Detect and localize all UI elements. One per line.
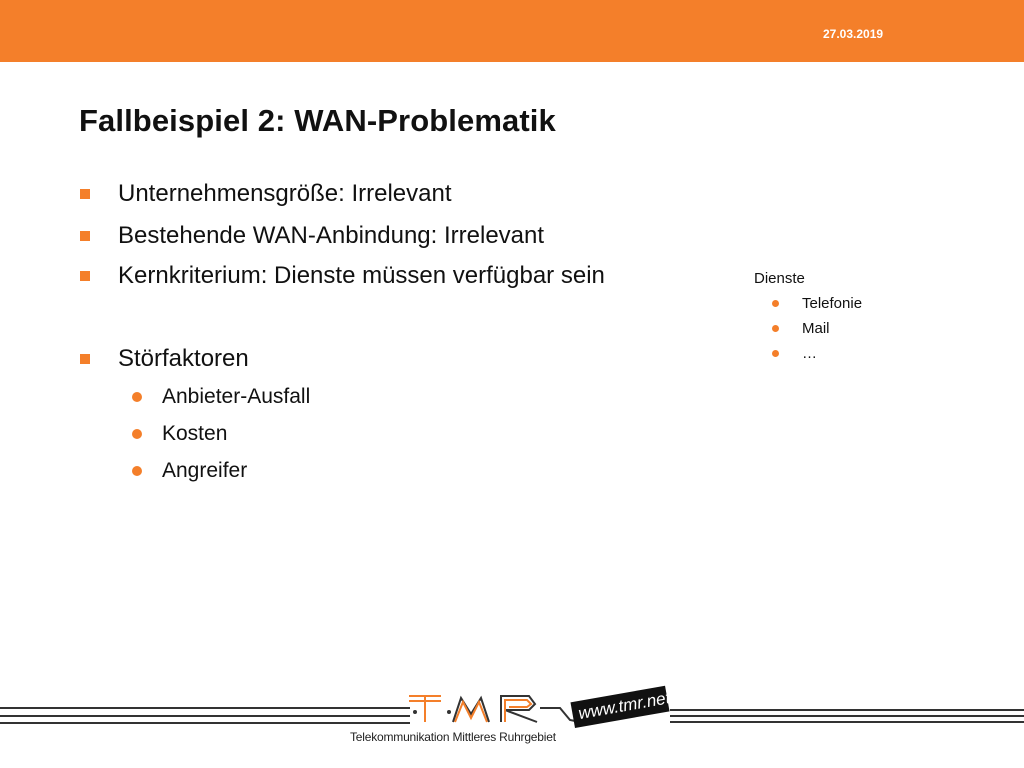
bullet-text: Unternehmensgröße: Irrelevant	[118, 180, 452, 207]
sub-bullet-text: Anbieter-Ausfall	[162, 385, 311, 408]
sub-bullet-text: Kosten	[162, 422, 228, 445]
bullet-text: Störfaktoren	[118, 345, 249, 372]
bullet-text: Kernkriterium: Dienste müssen verfügbar sein	[118, 262, 605, 289]
bullet-text: Bestehende WAN-Anbindung: Irrelevant	[118, 222, 545, 249]
side-note-text: …	[802, 345, 817, 362]
square-bullet-icon	[80, 354, 90, 364]
tmr-logo	[405, 692, 555, 732]
round-bullet-icon	[772, 325, 779, 332]
square-bullet-icon	[80, 231, 90, 241]
square-bullet-icon	[80, 271, 90, 281]
side-note-text: Telefonie	[802, 295, 863, 312]
side-note-text: Mail	[802, 320, 830, 337]
company-name: Telekommunikation Mittleres Ruhrgebiet	[350, 730, 556, 744]
slide-date: 27.03.2019	[823, 27, 884, 41]
side-note-title: Dienste	[754, 270, 805, 287]
header-bar	[0, 0, 1024, 62]
round-bullet-icon	[132, 429, 142, 439]
round-bullet-icon	[772, 300, 779, 307]
round-bullet-icon	[132, 392, 142, 402]
round-bullet-icon	[132, 466, 142, 476]
slide-title: Fallbeispiel 2: WAN-Problematik	[79, 103, 556, 138]
square-bullet-icon	[80, 189, 90, 199]
round-bullet-icon	[772, 350, 779, 357]
sub-bullet-text: Angreifer	[162, 459, 248, 482]
website-url: www.tmr.net	[576, 688, 672, 724]
footer	[0, 680, 1024, 768]
